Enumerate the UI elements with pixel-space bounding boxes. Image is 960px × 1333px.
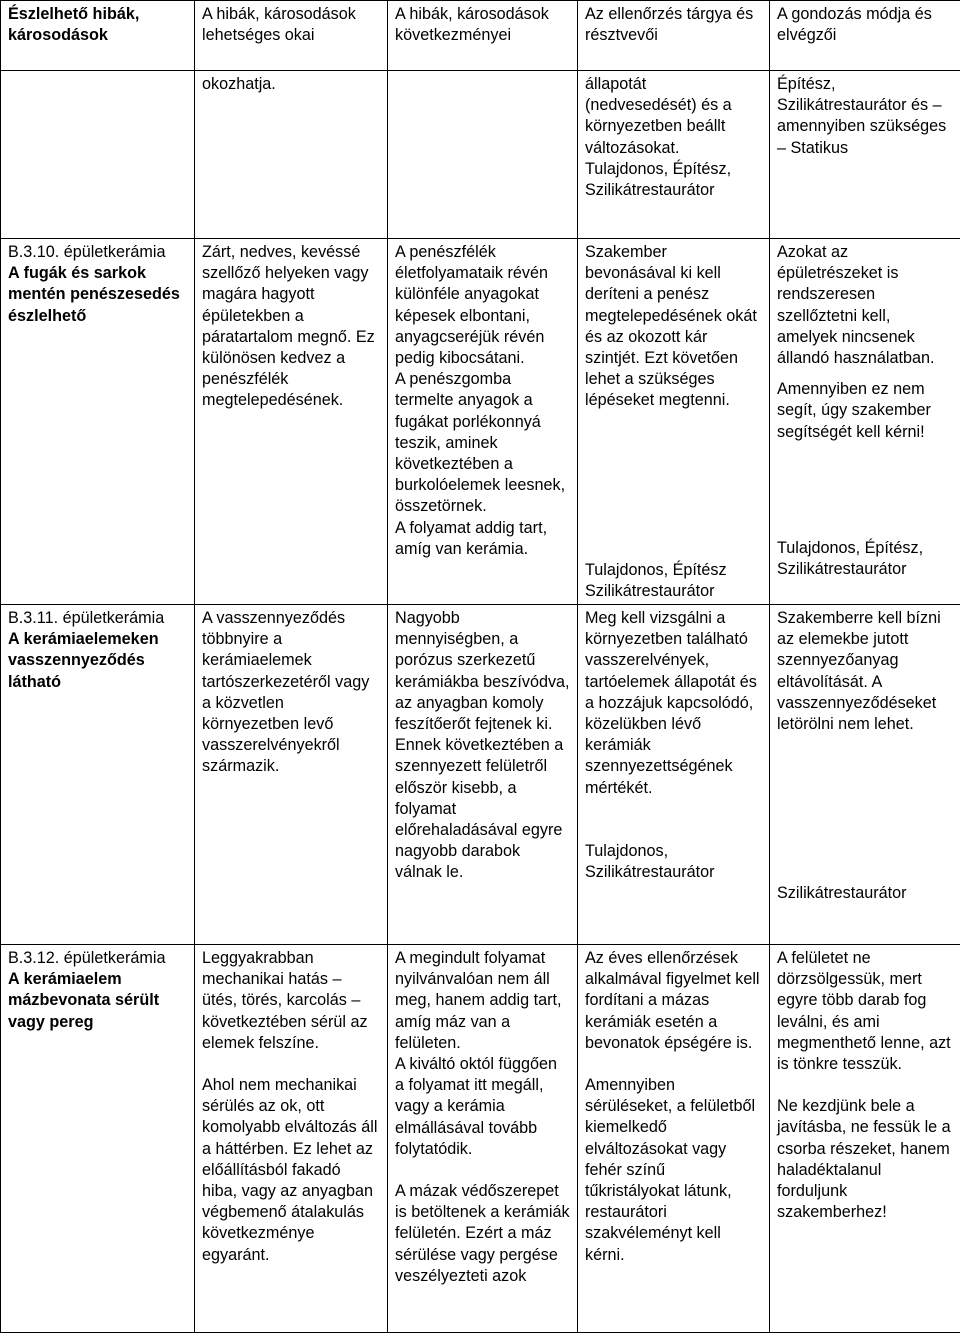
row-title: A kerámiaelemeken vasszennyeződés látható (8, 629, 187, 693)
gondozas-participants: Tulajdonos, Építész, Szilikátrestaurátor (777, 538, 953, 580)
kovetkezmenyei-text: Nagyobb mennyiségben, a porózus szerkezetű kerámiákba beszívódva, az anyagban komoly feszítőerőt fejtenek ki. Ennek következtében a szennyezett felületről először kisebb, a folyamat előrehaladásával egyre nagyobb darabok válnak le. (395, 608, 570, 884)
okai-text: A vasszennyeződés többnyire a kerámiaelemek tartószerkezetéről vagy a közvetlen környezetben levő vasszerelvényekről származik. (202, 608, 380, 778)
kovetkezmenyei-text: A mázak védőszerepet is betöltenek a kerámiák felületén. Ezért a máz sérülése vagy pergése veszélyezteti azok (395, 1181, 570, 1287)
cell-ellenorzes (578, 239, 770, 605)
kovetkezmenyei-text: A kiváltó októl függően a folyamat itt megáll, vagy a kerámia elmállásával tovább folytatódik. (395, 1054, 570, 1160)
cell-eszlelheto (1, 239, 195, 605)
cell-okai (195, 945, 388, 1333)
ellenorzes-participants: Tulajdonos, Építész Szilikátrestaurátor (585, 560, 762, 602)
cell-continuation-ellenorzes (578, 71, 770, 239)
ellenorzes-text: Meg kell vizsgálni a környezetben található vasszerelvények, tartóelemek állapotát és a hozzájuk kapcsolódó, közelükben lévő kerámiák szennyezettségének mértékét. (585, 608, 762, 799)
header-gondozas: A gondozás módja és elvégzői (770, 1, 960, 71)
cell-gondozas (770, 239, 960, 605)
ellenorzes-text: Szakember bevonásával ki kell deríteni a penész megtelepedésének okát és az okozott kár szintjét. Ezt követően lehet a szükséges lépéseket megtenni. (585, 242, 762, 412)
table-row (1, 945, 960, 1333)
cell-gondozas (770, 945, 960, 1333)
cell-continuation-gondozas (770, 71, 960, 239)
cell-ellenorzes (578, 605, 770, 945)
gondozas-text: Amennyiben ez nem segít, úgy szakember segítségét kell kérni! (777, 379, 953, 443)
cell-kovetkezmenyei (388, 605, 578, 945)
continuation-gondozas-text: Építész, Szilikátrestaurátor és – amennyiben szükséges – Statikus (777, 74, 953, 159)
cell-okai (195, 239, 388, 605)
cell-gondozas (770, 605, 960, 945)
cell-eszlelheto (1, 945, 195, 1333)
cell-okai (195, 605, 388, 945)
kovetkezmenyei-text: A penészfélék életfolyamataik révén különféle anyagokat képesek elbontani, anyagcseréjük révén pedig kibocsátani. (395, 242, 570, 369)
cell-continuation-okai (195, 71, 388, 239)
kovetkezmenyei-text: A folyamat addig tart, amíg van kerámia. (395, 518, 570, 560)
row-code: B.3.12. épületkerámia (8, 948, 187, 969)
okai-text: Ahol nem mechanikai sérülés az ok, ott komolyabb elváltozás áll a háttérben. Ez lehet az előállításból fakadó hiba, vagy az anyagban végbemenő átalakulás következménye egyaránt. (202, 1075, 380, 1266)
kovetkezmenyei-text: A megindult folyamat nyilvánvalóan nem áll meg, hanem addig tart, amíg máz van a felületen. (395, 948, 570, 1054)
header-eszlelheto-hibak: Észlelhető hibák, károsodások (1, 1, 195, 71)
cell-kovetkezmenyei (388, 239, 578, 605)
row-code: B.3.10. épületkerámia (8, 242, 187, 263)
cell-ellenorzes (578, 945, 770, 1333)
cell-eszlelheto (1, 605, 195, 945)
gondozas-participants: Szilikátrestaurátor (777, 883, 953, 904)
row-code: B.3.11. épületkerámia (8, 608, 187, 629)
row-title: A kerámiaelem mázbevonata sérült vagy pereg (8, 969, 187, 1033)
cell-continuation-empty (1, 71, 195, 239)
ellenorzes-text: Amennyiben sérüléseket, a felületből kiemelkedő elváltozásokat vagy fehér színű tűkristályokat látunk, restaurátori szakvéleményt kell kérni. (585, 1075, 762, 1266)
kovetkezmenyei-text: A penészgomba termelte anyagok a fugákat porlékonnyá teszik, aminek következtében a burkolóelemek leesnek, összetörnek. (395, 369, 570, 517)
table-row (1, 605, 960, 945)
table-row-continuation (1, 71, 960, 239)
gondozas-text: Szakemberre kell bízni az elemekbe jutott szennyezőanyag eltávolítását. A vasszennyeződéseket letörölni nem lehet. (777, 608, 953, 735)
cell-continuation-kovetkezmenyei (388, 71, 578, 239)
gondozas-text: A felületet ne dörzsölgessük, mert egyre több darab fog leválni, és ami megmenthető lenne, azt is tönkre tesszük. (777, 948, 953, 1075)
okai-text: Leggyakrabban mechanikai hatás – ütés, törés, karcolás – következtében sérül az elemek felszíne. (202, 948, 380, 1054)
continuation-okai-text: okozhatja. (202, 74, 380, 95)
header-lehetseges-okai: A hibák, károsodások lehetséges okai (195, 1, 388, 71)
okai-text: Zárt, nedves, kevéssé szellőző helyeken vagy magára hagyott épületekben a páratartalom megnő. Ez különösen kedvez a penészfélék megtelepedésének. (202, 242, 380, 412)
continuation-ellenorzes-participants: Tulajdonos, Építész, Szilikátrestaurátor (585, 159, 762, 201)
row-title: A fugák és sarkok mentén penészesedés észlelhető (8, 263, 187, 327)
table-row (1, 239, 960, 605)
gondozas-text: Azokat az épületrészeket is rendszeresen szellőztetni kell, amelyek nincsenek állandó használatban. (777, 242, 953, 369)
header-ellenorzes: Az ellenőrzés tárgya és résztvevői (578, 1, 770, 71)
ellenorzes-participants: Tulajdonos, Szilikátrestaurátor (585, 841, 762, 883)
ellenorzes-text: Az éves ellenőrzések alkalmával figyelmet kell fordítani a mázas kerámiák esetén a bevonatok épségére is. (585, 948, 762, 1054)
gondozas-text: Ne kezdjünk bele a javításba, ne fessük le a csorba részeket, hanem haladéktalanul forduljunk szakemberhez! (777, 1096, 953, 1223)
table-header-row (1, 1, 960, 71)
continuation-ellenorzes-text: állapotát (nedvesedését) és a környezetben beállt változásokat. (585, 74, 762, 159)
cell-kovetkezmenyei (388, 945, 578, 1333)
header-kovetkezmenyei: A hibák, károsodások következményei (388, 1, 578, 71)
